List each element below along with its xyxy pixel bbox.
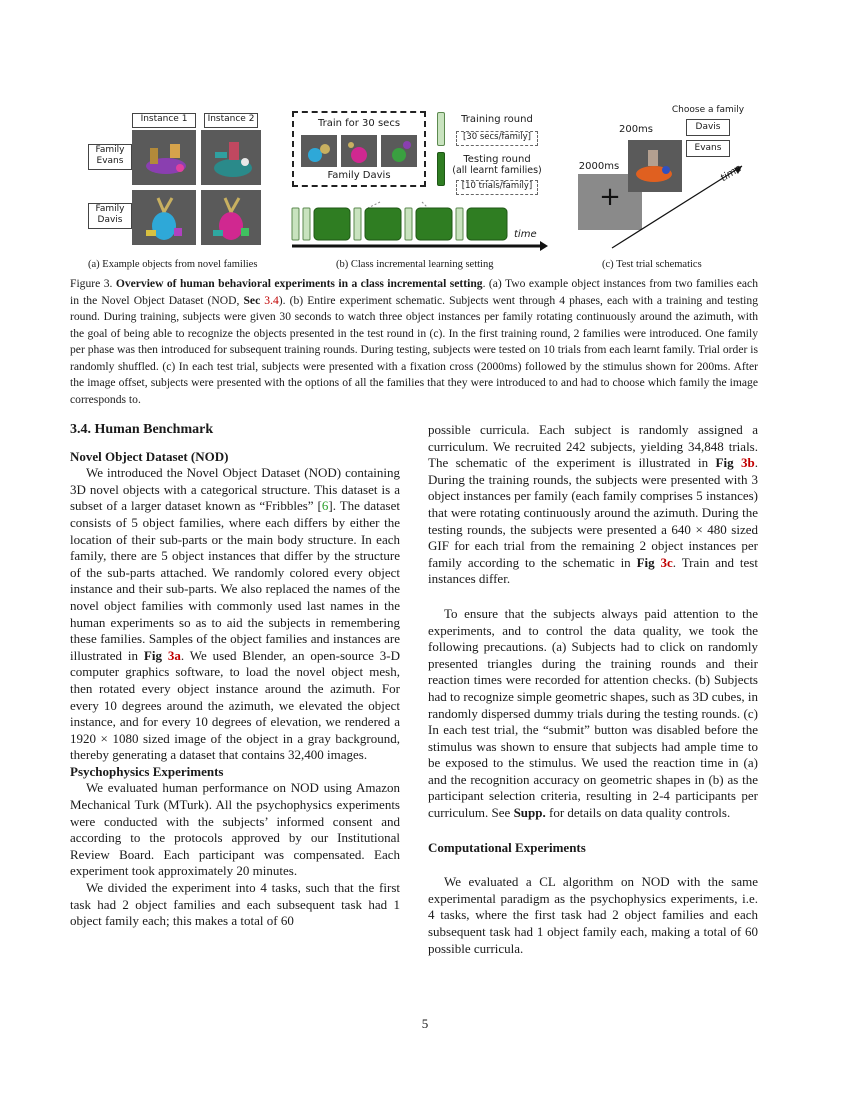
page-number: 5 (421, 1016, 429, 1031)
option-davis: Davis (686, 119, 730, 136)
legend-training-round: Training round (461, 114, 533, 125)
paragraph-psychophysics: We evaluated human performance on NOD using Amazon Mechanical Turk (MTurk). All the psychophysics experiments were conducted with the subjects’ informed consent and according to the protocols approved by our Institutional Review Board. Each participant was compensated. Each experiment took approximately 20 minutes. (70, 780, 400, 879)
paragraph-curricula: possible curricula. Each subject is randomly assigned a curriculum. We recruited 242 subjects, yielding 34,848 trials. The schematic of the experiment is illustrated in Fig 3b. During the training rounds, the subjects were presented with 3 object instances per family (each family comprises 5 instances) that were rotating continuously around the azimuth. During the testing rounds, the subjects were presented a 640 × 480 sized GIF for each trial from the remaining 2 object instances per family according to the schematic in Fig 3c. Train and test instances differ. (428, 422, 758, 587)
stimulus-time-label: 200ms (618, 124, 654, 135)
right-column (428, 422, 758, 957)
paragraph-tasks: We divided the experiment into 4 tasks, such that the first task had 2 object families and each subsequent task had 1 object family each; this makes a total of 60 (70, 880, 400, 929)
train-thumbnails (301, 135, 417, 167)
timeline-time-label: time (514, 229, 537, 240)
paragraph-precautions: To ensure that the subjects always paid attention to the experiments, and to control the data quality, we took the following precautions. (a) Subjects had to click on randomly presented triangles during the training rounds and their reaction times were recorded for attention checks. (b) Subjects had to recognize simple geometric shapes, such as 3D cubes, in randomly dispersed dummy trials during the testing rounds. (c) In each test trial, the “submit” button was disabled before the stimulus was shown to ensure that subjects had ample time to be exposed to the stimulus. We used the reaction time in (a) and the recognition accuracy on geometric shapes in (b) as the participant selection criteria, resulting in 2-4 participants per curriculum. See Supp. for details on data quality controls. (428, 605, 758, 821)
legend-testing-swatch (437, 152, 445, 186)
caption-title: Overview of human behavioral experiments in a class incremental setting (115, 277, 483, 290)
object-image-davis-1 (132, 190, 196, 245)
row-label-family-davis: Family Davis (88, 203, 132, 229)
fig-3b-link[interactable]: 3b (741, 455, 755, 471)
citation-link[interactable]: 6 (321, 498, 329, 514)
col-label-instance-1: Instance 1 (132, 113, 196, 128)
object-image-evans-2 (201, 130, 261, 185)
legend-testing-round: Testing round (463, 154, 531, 165)
fig-3c-link[interactable]: 3c (660, 554, 673, 570)
figure-3 (70, 100, 790, 275)
subsection-nod: Novel Object Dataset (NOD) (70, 448, 229, 464)
trial-time-label: time (718, 162, 744, 185)
fixation-cross: + (599, 182, 621, 212)
legend-testing-sub: (all learnt families) (452, 165, 542, 176)
supp-ref: Supp. (513, 805, 546, 821)
caption-label: Figure 3. (70, 277, 113, 290)
legend-testing-detail: [10 trials/family] (456, 180, 538, 195)
col-label-instance-2: Instance 2 (204, 113, 258, 128)
subsection-computational: Computational Experiments (428, 839, 586, 855)
legend-training-detail: [30 secs/family] (456, 131, 538, 146)
fixation-time-label: 2000ms (578, 161, 620, 172)
fig-3a-link[interactable]: 3a (167, 647, 181, 663)
paragraph-computational: We evaluated a CL algorithm on NOD with the same experimental paradigm as the psychophysics experiments, i.e. 4 tasks, where the first task had 2 object families and each subsequent task had 1 object family each, making a total of 60 possible curricula. (428, 874, 758, 956)
option-evans: Evans (686, 140, 730, 157)
panel-c-caption: (c) Test trial schematics (602, 259, 702, 270)
choose-family-label: Choose a family (671, 105, 745, 115)
panel-b-caption: (b) Class incremental learning setting (336, 259, 494, 270)
section-ref-link[interactable]: 3.4 (264, 293, 279, 307)
section-title: 3.4. Human Benchmark (70, 422, 214, 437)
paragraph-nod: We introduced the Novel Object Dataset (NOD) containing 3D novel objects with a categorical structure. This dataset is a subset of a larger dataset known as “Fribbles” [6]. The dataset consists of 5 object families, where each differs by either the location of their sub-parts or the main body structure. In each family, there are 5 object instances that differ by the structure of the sub-parts attached. We randomly colored every object instance and their sub-parts. We also replaced the names of the novel object families with commonly used last names in the human experiments so as to aid the subjects in remembering these families. Samples of the object families and instances are illustrated in Fig 3a. We used Blender, an open-source 3-D computer graphics software, to load the novel object mesh, then rotated every object instance around the azimuth. For every 10 degrees around the azimuth, we elevated the object instance, and for every 10 degrees of elevation, we rendered a 1920 × 1080 sized image of the object in a gray background, thereby generating a dataset that contains 32,400 images. (70, 465, 400, 763)
figure-caption: Figure 3. Overview of human behavioral experiments in a class incremental setting. (a) Two example object instances from two families each in the Novel Object Dataset (NOD, Sec 3.4). (b) Entire experiment schematic. Subjects went through 4 phases, each with a training and testing round. During training, subjects were given 30 seconds to watch three object instances per family rotating continuously around the azimuth, with the goal of being able to recognize the objects presented in the test round in (c). In the first training round, 2 families were introduced. One family per phase was then introduced for subsequent training rounds. During testing, subjects were tested on 10 trials from each learnt family. Trial order is randomly shuffled. (c) In each test trial, subjects were presented with a fixation cross (2000ms) followed by the stimulus shown for 200ms. After the image offset, subjects were presented with the options of all the families that they were introduced to and had to choose which family the image corresponds to. (70, 277, 759, 406)
object-image-davis-2 (201, 190, 261, 245)
legend-training-swatch (437, 112, 445, 146)
timeline (290, 196, 550, 254)
train-title: Train for 30 secs (317, 118, 401, 129)
subsection-psychophysics: Psychophysics Experiments (70, 763, 224, 779)
family-davis-label: Family Davis (327, 170, 391, 181)
left-column (70, 422, 400, 930)
row-label-family-evans: Family Evans (88, 144, 132, 170)
trial-time-arrow (610, 140, 750, 252)
object-image-evans-1 (132, 130, 196, 185)
panel-a-caption: (a) Example objects from novel families (88, 259, 258, 270)
